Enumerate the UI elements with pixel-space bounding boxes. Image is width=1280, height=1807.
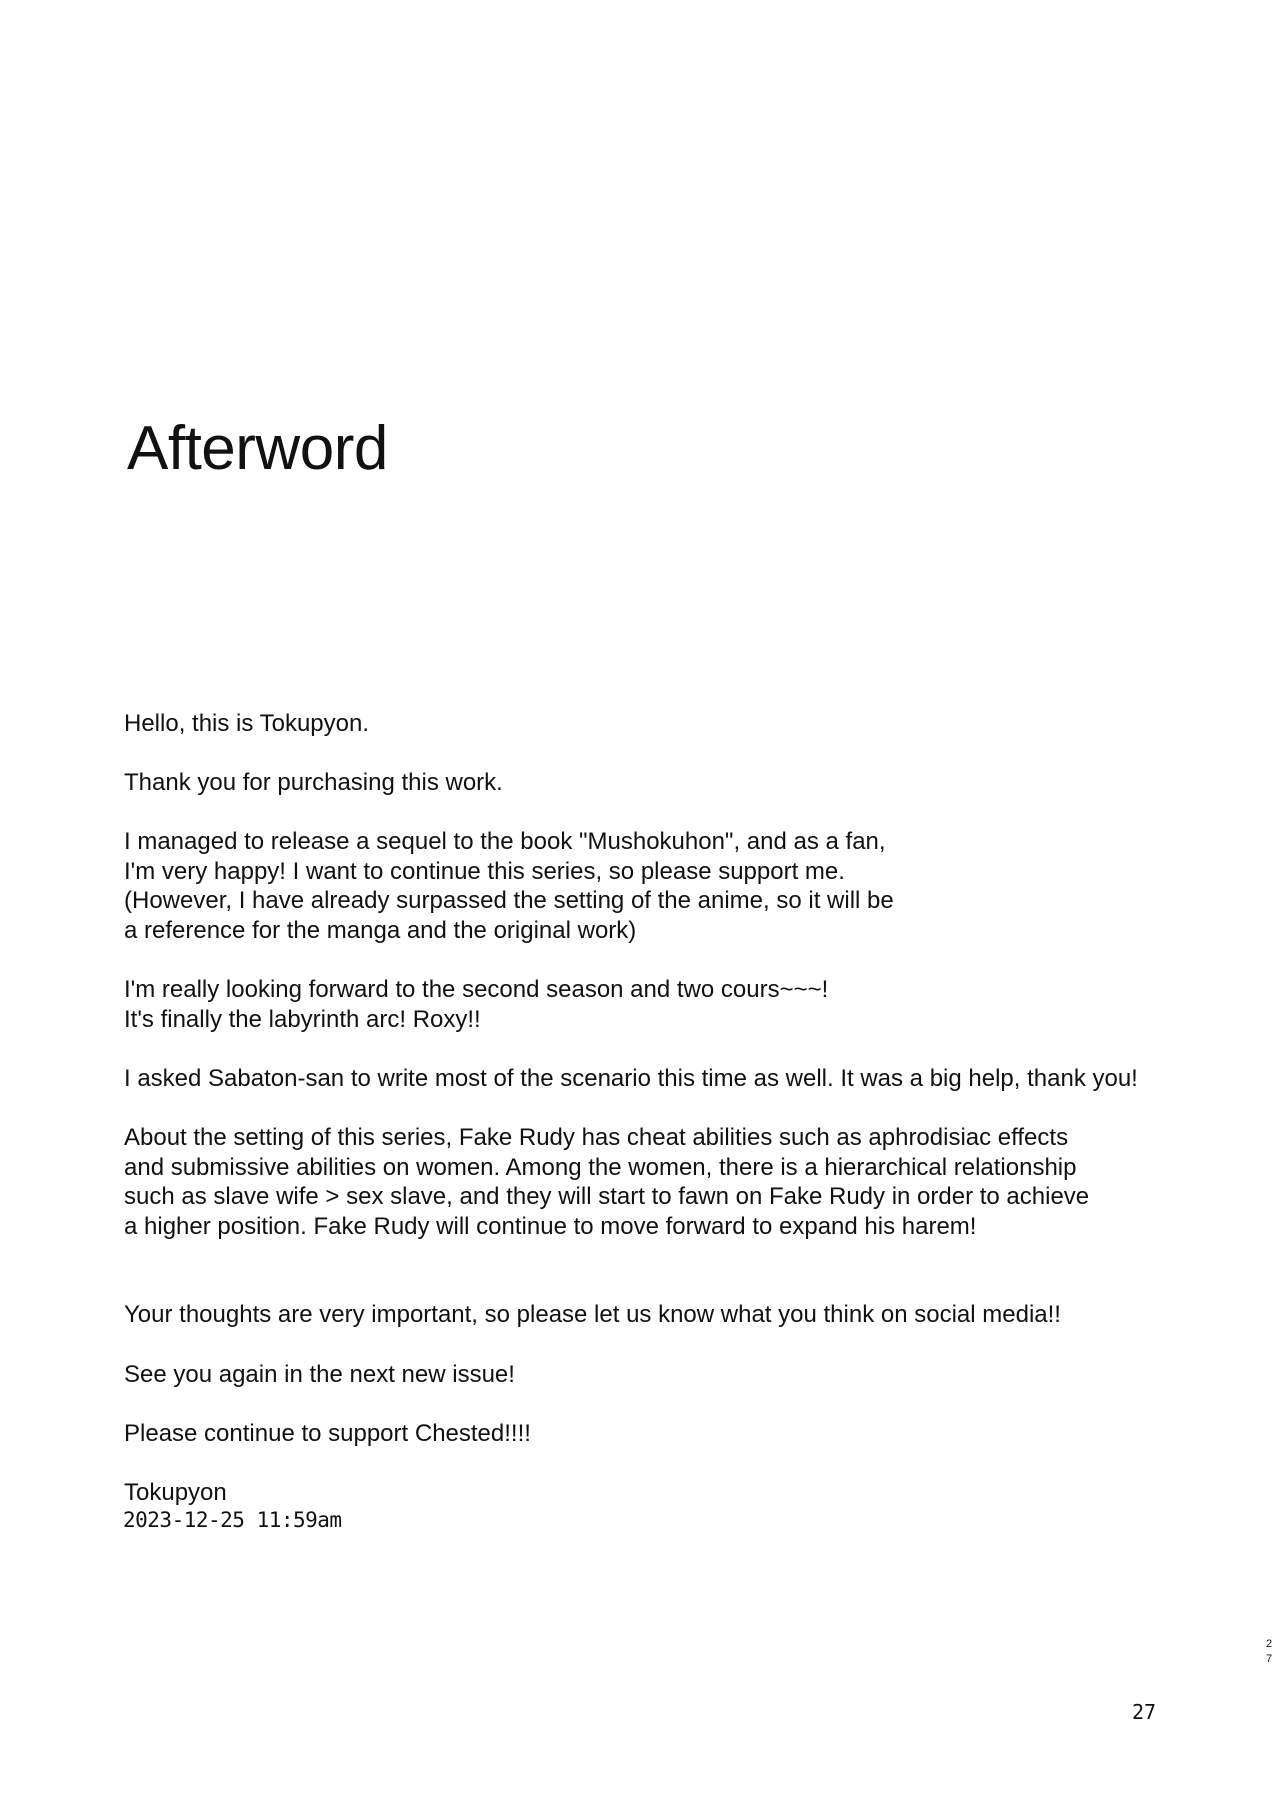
body-line: Please continue to support Chested!!!!: [124, 1420, 531, 1447]
page-title: Afterword: [127, 414, 388, 483]
body-line: I'm really looking forward to the second season and two cours~~~!: [124, 976, 829, 1003]
body-line: such as slave wife > sex slave, and they will start to fawn on Fake Rudy in order to achieve: [124, 1183, 1090, 1210]
body-line: See you again in the next new issue!: [124, 1361, 515, 1388]
date-stamp: 2023-12-25 11:59am: [123, 1508, 342, 1532]
body-line: I asked Sabaton-san to write most of the scenario this time as well. It was a big help, thank you!: [124, 1065, 1138, 1092]
body-line: About the setting of this series, Fake Rudy has cheat abilities such as aphrodisiac effects: [124, 1124, 1069, 1151]
body-line: and submissive abilities on women. Among the women, there is a hierarchical relationship: [124, 1154, 1077, 1181]
body-line: It's finally the labyrinth arc! Roxy!!: [124, 1006, 481, 1033]
body-line: I'm very happy! I want to continue this series, so please support me.: [124, 858, 845, 885]
author-signature: Tokupyon: [124, 1479, 227, 1506]
body-line: (However, I have already surpassed the setting of the anime, so it will be: [124, 887, 894, 914]
body-line: Hello, this is Tokupyon.: [124, 710, 370, 737]
page-number: 27: [1132, 1700, 1157, 1724]
body-line: Your thoughts are very important, so please let us know what you think on social media!!: [124, 1301, 1061, 1328]
body-line: a higher position. Fake Rudy will continue to move forward to expand his harem!: [124, 1213, 977, 1240]
body-line: a reference for the manga and the original work): [124, 917, 637, 944]
side-page-number: 27: [1265, 1638, 1273, 1665]
body-line: Thank you for purchasing this work.: [124, 769, 503, 796]
body-line: I managed to release a sequel to the book "Mushokuhon", and as a fan,: [124, 828, 886, 855]
